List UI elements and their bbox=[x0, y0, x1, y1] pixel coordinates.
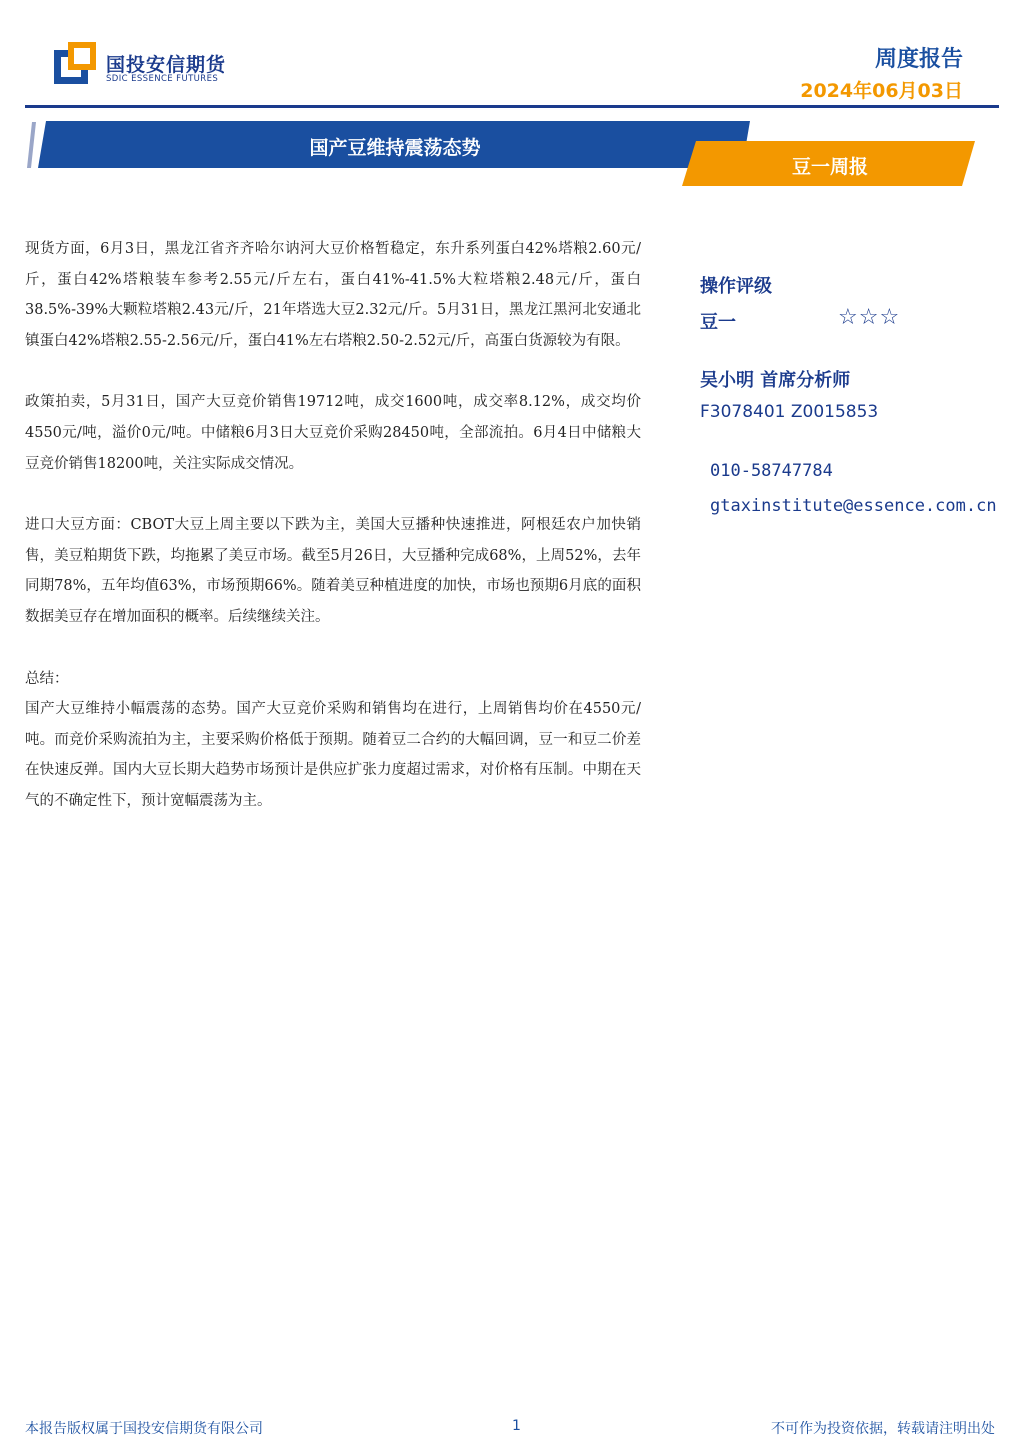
header-divider bbox=[25, 105, 999, 108]
rating-title: 操作评级 bbox=[700, 276, 772, 297]
analyst-phone: 010-58747784 bbox=[710, 461, 833, 481]
analyst-name: 吴小明 首席分析师 bbox=[700, 370, 851, 391]
report-type: 周度报告 bbox=[874, 47, 963, 72]
page-number: 1 bbox=[512, 1418, 521, 1434]
paragraph-spot: 现货方面，6月3日，黑龙江省齐齐哈尔讷河大豆价格暂稳定，东升系列蛋白42%塔粮2.60元/斤，蛋白42%塔粮装车参考2.55元/斤左右，蛋白41%-41.5%大粒塔粮2.48元/斤，蛋白38.5%-39%大颗粒塔粮2.43元/斤，21年塔选大豆2.32元/斤。5月31日，黑龙江黑河北安通北镇蛋白42%塔粮2.55-2.56元/斤，蛋白41%左右塔粮2.50-2.52元/斤，高蛋白货源较为有限。 bbox=[25, 241, 641, 349]
analyst-cert: F3078401 Z0015853 bbox=[700, 402, 879, 422]
report-title: 国产豆维持震荡态势 bbox=[309, 137, 481, 159]
rating-stars: ☆☆☆ bbox=[838, 305, 901, 330]
main-body bbox=[25, 234, 641, 848]
company-logo bbox=[54, 42, 244, 88]
logo-name-cn: 国投安信期货 bbox=[106, 54, 227, 76]
footer-disclaimer: 不可作为投资依据，转载请注明出处 bbox=[771, 1421, 995, 1437]
logo-name-en: SDIC ESSENCE FUTURES bbox=[106, 74, 219, 84]
analyst-email[interactable]: gtaxinstitute@essence.com.cn bbox=[710, 496, 997, 516]
paragraph-import: 进口大豆方面：CBOT大豆上周主要以下跌为主，美国大豆播种快速推进，阿根廷农户加快销售，美豆粕期货下跌，均拖累了美豆市场。截至5月26日，大豆播种完成68%，上周52%，去年同期78%，五年均值63%，市场预期66%。随着美豆种植进度的加快，市场也预期6月底的面积数据美豆存在增加面积的概率。后续继续关注。 bbox=[25, 517, 641, 625]
summary-label: 总结： bbox=[25, 670, 69, 687]
footer-copyright: 本报告版权属于国投安信期货有限公司 bbox=[25, 1421, 263, 1437]
report-subtitle: 豆一周报 bbox=[791, 156, 868, 178]
paragraph-summary: 国产大豆维持小幅震荡的态势。国产大豆竞价采购和销售均在进行，上周销售均价在4550元/吨。而竞价采购流拍为主，主要采购价格低于预期。随着豆二合约的大幅回调，豆一和豆二价差在快速反弹。国内大豆长期大趋势市场预计是供应扩张力度超过需求，对价格有压制。中期在天气的不确定性下，预计宽幅震荡为主。 bbox=[25, 701, 641, 809]
paragraph-policy: 政策拍卖，5月31日，国产大豆竞价销售19712吨，成交1600吨，成交率8.12%，成交均价4550元/吨，溢价0元/吨。中储粮6月3日大豆竞价采购28450吨，全部流拍。6月4日中储粮大豆竞价销售18200吨，关注实际成交情况。 bbox=[25, 394, 641, 472]
report-date: 2024年06月03日 bbox=[800, 80, 963, 102]
rating-label: 豆一 bbox=[700, 312, 736, 333]
logo-mark-icon bbox=[54, 42, 98, 86]
